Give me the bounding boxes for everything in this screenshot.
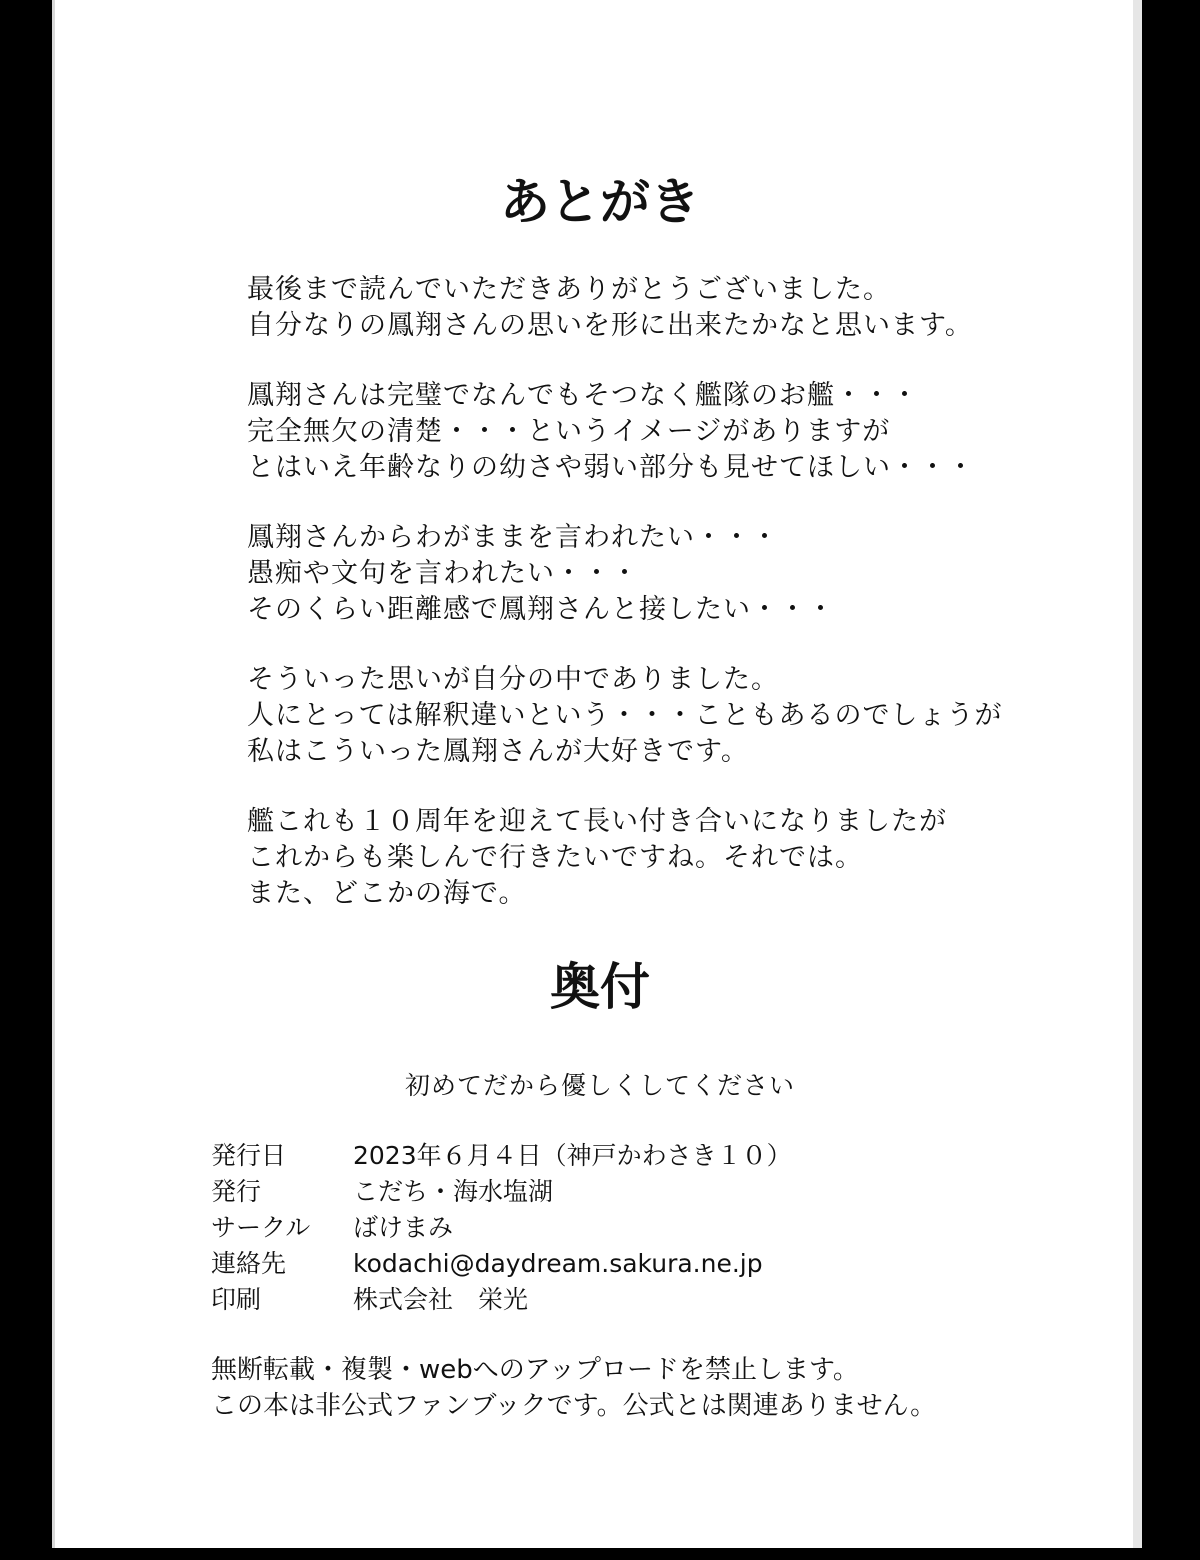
afterword-line: 愚痴や文句を言われたい・・・ — [247, 558, 639, 589]
afterword-line: 最後まで読んでいただきありがとうございました。 — [247, 274, 891, 305]
colophon-value: kodachi@daydream.sakura.ne.jp — [353, 1249, 763, 1278]
colophon-row-contact — [211, 1246, 1011, 1282]
colophon-title: 奥付 — [550, 958, 650, 1016]
afterword-body — [247, 272, 1107, 946]
afterword-line: 鳳翔さんは完璧でなんでもそつなく艦隊のお艦・・・ — [247, 380, 919, 411]
afterword-line: 人にとっては解釈違いという・・・こともあるのでしょうが — [247, 700, 1003, 731]
afterword-line: とはいえ年齢なりの幼さや弱い部分も見せてほしい・・・ — [247, 452, 975, 483]
colophon-label: 印刷 — [211, 1285, 262, 1314]
afterword-paragraph — [247, 520, 1107, 628]
colophon-label: 発行 — [211, 1177, 262, 1206]
colophon-value: 2023年６月４日（神戸かわさき１０） — [353, 1141, 792, 1170]
colophon-row-date — [211, 1138, 1011, 1174]
colophon-value: 株式会社 栄光 — [353, 1285, 529, 1314]
afterword-title: あとがき — [500, 173, 700, 231]
colophon-table — [211, 1138, 1011, 1318]
afterword-paragraph — [247, 662, 1107, 770]
afterword-paragraph — [247, 272, 1107, 344]
page-edge — [1133, 0, 1142, 1548]
notice-line: 無断転載・複製・webへのアップロードを禁止します。 — [211, 1355, 859, 1385]
colophon-label: サークル — [211, 1213, 311, 1242]
afterword-line: そのくらい距離感で鳳翔さんと接したい・・・ — [247, 594, 835, 625]
colophon-value: ばけまみ — [353, 1213, 454, 1242]
afterword-line: 艦これも１０周年を迎えて長い付き合いになりましたが — [247, 806, 947, 837]
notice-line: この本は非公式ファンブックです。公式とは関連ありません。 — [211, 1391, 937, 1421]
document-page — [52, 0, 1142, 1548]
colophon-label: 発行日 — [211, 1141, 287, 1170]
afterword-paragraph — [247, 804, 1107, 912]
afterword-line: 私はこういった鳳翔さんが大好きです。 — [247, 736, 749, 767]
afterword-paragraph — [247, 378, 1107, 486]
afterword-line: また、どこかの海で。 — [247, 878, 527, 909]
colophon-row-printer — [211, 1282, 1011, 1318]
colophon-row-circle — [211, 1210, 1011, 1246]
colophon-value: こだち・海水塩湖 — [353, 1177, 554, 1206]
afterword-line: これからも楽しんで行きたいですね。それでは。 — [247, 842, 863, 873]
afterword-line: 完全無欠の清楚・・・というイメージがありますが — [247, 416, 891, 447]
colophon-label: 連絡先 — [211, 1249, 287, 1278]
afterword-line: 鳳翔さんからわがままを言われたい・・・ — [247, 522, 779, 553]
copyright-notice — [211, 1352, 1111, 1424]
colophon-row-publisher — [211, 1174, 1011, 1210]
book-title: 初めてだから優しくしてください — [404, 1071, 795, 1100]
afterword-line: 自分なりの鳳翔さんの思いを形に出来たかなと思います。 — [247, 310, 973, 341]
afterword-line: そういった思いが自分の中でありました。 — [247, 664, 779, 695]
